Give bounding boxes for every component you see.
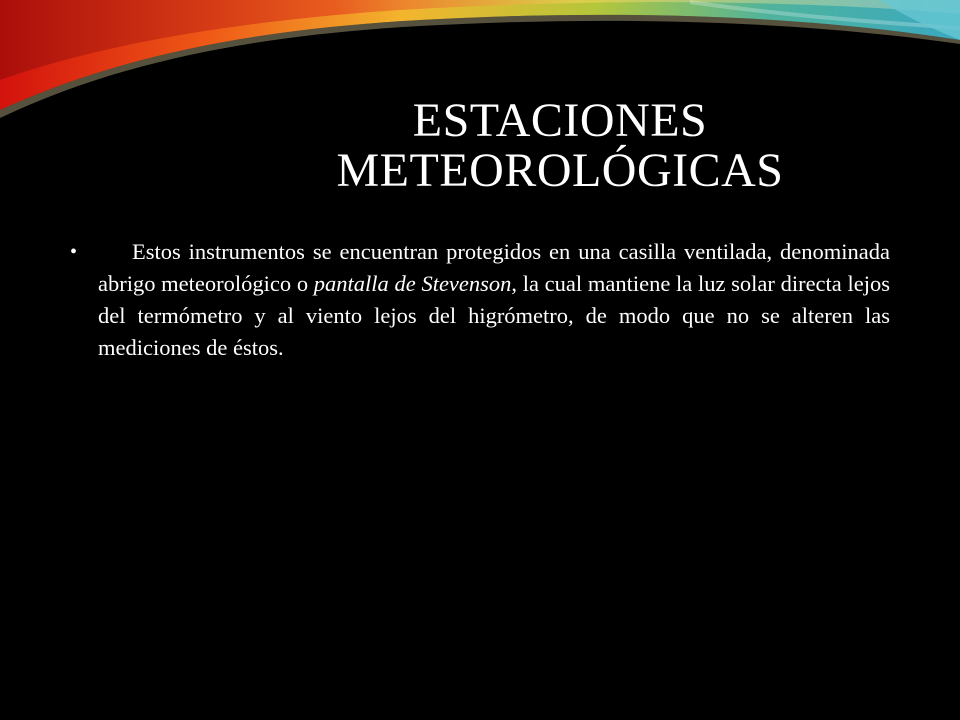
bullet-list: [70, 236, 890, 364]
title-line-1: ESTACIONES: [412, 94, 708, 147]
title-line-2: METEOROLÓGICAS: [336, 144, 784, 197]
bullet-icon: •: [70, 241, 78, 263]
paragraph-text-2: , la cual mantiene la luz solar directa lejos del termómetro y al viento lejos del higrómetro, de modo que no se alteren las mediciones de éstos.: [98, 271, 890, 360]
paragraph-italic-term: pantalla de Stevenson: [313, 271, 512, 296]
paragraph-text-1: Estos instrumentos se encuentran protegidos en una casilla ventilada, denominada abrigo meteorológico o: [98, 239, 890, 296]
bullet-paragraph: [98, 236, 890, 364]
slide-title: [230, 96, 890, 196]
